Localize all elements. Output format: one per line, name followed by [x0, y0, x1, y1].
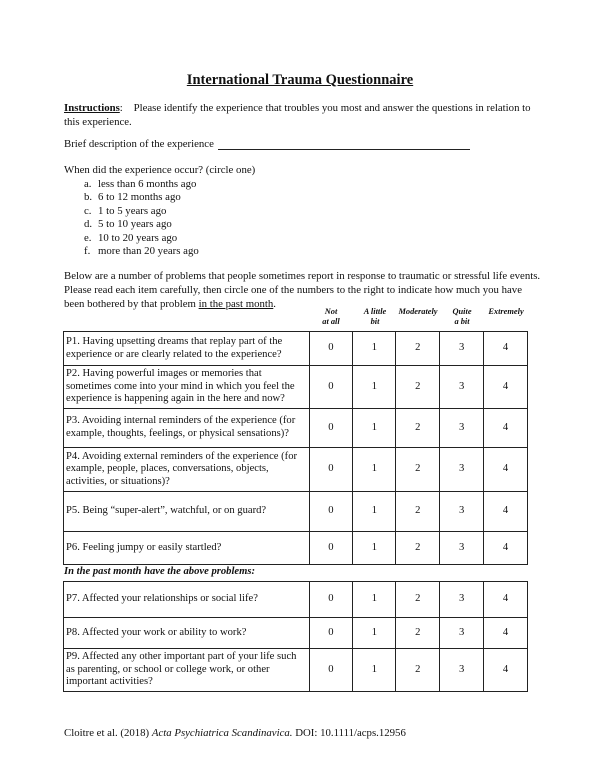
score-option[interactable]: 4 — [484, 492, 528, 532]
score-option[interactable]: 0 — [309, 332, 353, 366]
score-option[interactable]: 3 — [440, 448, 484, 492]
time-option[interactable]: b. 6 to 12 months ago — [84, 191, 181, 204]
score-option[interactable]: 2 — [396, 448, 440, 492]
citation-journal: Acta Psychiatrica Scandinavica. — [151, 727, 293, 739]
score-option[interactable]: 1 — [353, 618, 396, 649]
score-option[interactable]: 4 — [484, 448, 528, 492]
description-blank-line[interactable] — [218, 139, 470, 150]
citation-doi: DOI: 10.1111/acps.12956 — [295, 727, 406, 739]
experience-description — [64, 138, 542, 150]
score-option[interactable]: 2 — [396, 582, 440, 618]
table-row — [64, 618, 528, 649]
score-option[interactable]: 2 — [396, 366, 440, 409]
score-option[interactable]: 1 — [353, 649, 396, 692]
score-option[interactable]: 4 — [484, 332, 528, 366]
score-option[interactable]: 3 — [440, 366, 484, 409]
description-prompt: Brief description of the experience — [64, 138, 214, 150]
score-option[interactable]: 0 — [309, 582, 353, 618]
time-options-list — [84, 178, 199, 258]
score-option[interactable]: 0 — [309, 532, 353, 565]
scale-header-moderately: Moderately — [398, 307, 438, 316]
score-option[interactable]: 1 — [353, 582, 396, 618]
score-option[interactable]: 4 — [484, 618, 528, 649]
table-row — [64, 649, 528, 692]
table-row — [64, 492, 528, 532]
score-option[interactable]: 1 — [353, 409, 396, 448]
functioning-table — [63, 581, 528, 692]
time-option[interactable]: f. more than 20 years ago — [84, 245, 199, 258]
item-text: P1. Having upsetting dreams that replay part of the experience or are clearly related to the experience? — [64, 332, 310, 366]
score-option[interactable]: 0 — [309, 366, 353, 409]
score-option[interactable]: 4 — [484, 582, 528, 618]
score-option[interactable]: 2 — [396, 532, 440, 565]
score-option[interactable]: 2 — [396, 618, 440, 649]
item-text: P6. Feeling jumpy or easily startled? — [64, 532, 310, 565]
problems-intro: Below are a number of problems that people sometimes report in response to traumatic or stressful life events. Please read each item carefully, then circle one of the numbers to the right to indicate how much you have been bothered by that problem in the past month. — [64, 270, 541, 310]
score-option[interactable]: 4 — [484, 649, 528, 692]
page-title: International Trauma Questionnaire — [186, 72, 414, 88]
score-option[interactable]: 4 — [484, 532, 528, 565]
score-option[interactable]: 1 — [353, 366, 396, 409]
score-option[interactable]: 2 — [396, 409, 440, 448]
item-text: P5. Being “super-alert”, watchful, or on guard? — [64, 492, 310, 532]
time-option[interactable]: c. 1 to 5 years ago — [84, 204, 167, 217]
score-option[interactable]: 4 — [484, 409, 528, 448]
instructions-text: Please identify the experience that troubles you most and answer the questions in relation to this experience. — [64, 102, 531, 128]
scale-headers — [0, 307, 600, 331]
instructions-label: Instructions — [64, 102, 120, 114]
scale-header-extremely: Extremely — [488, 307, 524, 316]
score-option[interactable]: 4 — [484, 366, 528, 409]
score-option[interactable]: 3 — [440, 618, 484, 649]
table-row — [64, 332, 528, 366]
table-row — [64, 532, 528, 565]
instructions: Instructions: Please identify the experience that troubles you most and answer the questions in relation to this experience. — [64, 102, 531, 128]
score-option[interactable]: 0 — [309, 618, 353, 649]
score-option[interactable]: 3 — [440, 332, 484, 366]
time-option[interactable]: a. less than 6 months ago — [84, 178, 197, 190]
score-option[interactable]: 3 — [440, 649, 484, 692]
past-month-emphasis: in the past month — [198, 298, 274, 310]
table-row — [64, 448, 528, 492]
item-text: P4. Avoiding external reminders of the experience (for example, people, places, conversations, objects, activities, or situations)? — [64, 448, 310, 492]
table-row — [64, 366, 528, 409]
when-question: When did the experience occur? (circle one) — [64, 164, 256, 176]
citation-authors: Cloitre et al. (2018) — [64, 727, 150, 739]
item-text: P8. Affected your work or ability to work? — [64, 618, 310, 649]
time-option[interactable]: e. 10 to 20 years ago — [84, 231, 178, 244]
score-option[interactable]: 0 — [309, 492, 353, 532]
symptoms-table — [63, 331, 528, 565]
scale-header-not-at-all: Not at all — [322, 307, 340, 326]
score-option[interactable]: 0 — [309, 409, 353, 448]
score-option[interactable]: 1 — [353, 448, 396, 492]
score-option[interactable]: 0 — [309, 649, 353, 692]
score-option[interactable]: 0 — [309, 448, 353, 492]
score-option[interactable]: 3 — [440, 492, 484, 532]
scale-header-a-little-bit: A little bit — [363, 307, 387, 326]
score-option[interactable]: 3 — [440, 532, 484, 565]
score-option[interactable]: 1 — [353, 532, 396, 565]
score-option[interactable]: 2 — [396, 649, 440, 692]
scale-header-quite-a-bit: Quite a bit — [452, 307, 472, 326]
score-option[interactable]: 2 — [396, 492, 440, 532]
score-option[interactable]: 3 — [440, 582, 484, 618]
score-option[interactable]: 1 — [353, 332, 396, 366]
item-text: P3. Avoiding internal reminders of the experience (for example, thoughts, feelings, or physical sensations)? — [64, 409, 310, 448]
table-row — [64, 409, 528, 448]
time-option[interactable]: d. 5 to 10 years ago — [84, 218, 172, 231]
score-option[interactable]: 2 — [396, 332, 440, 366]
table-row — [64, 582, 528, 618]
item-text: P7. Affected your relationships or social life? — [64, 582, 310, 618]
item-text: P9. Affected any other important part of your life such as parenting, or school or college work, or other important activities? — [64, 649, 310, 692]
score-option[interactable]: 1 — [353, 492, 396, 532]
score-option[interactable]: 3 — [440, 409, 484, 448]
item-text: P2. Having powerful images or memories that sometimes come into your mind in which you feel the experience is happening again in the here and now? — [64, 366, 310, 409]
section-label: In the past month have the above problems: — [64, 566, 255, 577]
citation — [64, 727, 406, 739]
